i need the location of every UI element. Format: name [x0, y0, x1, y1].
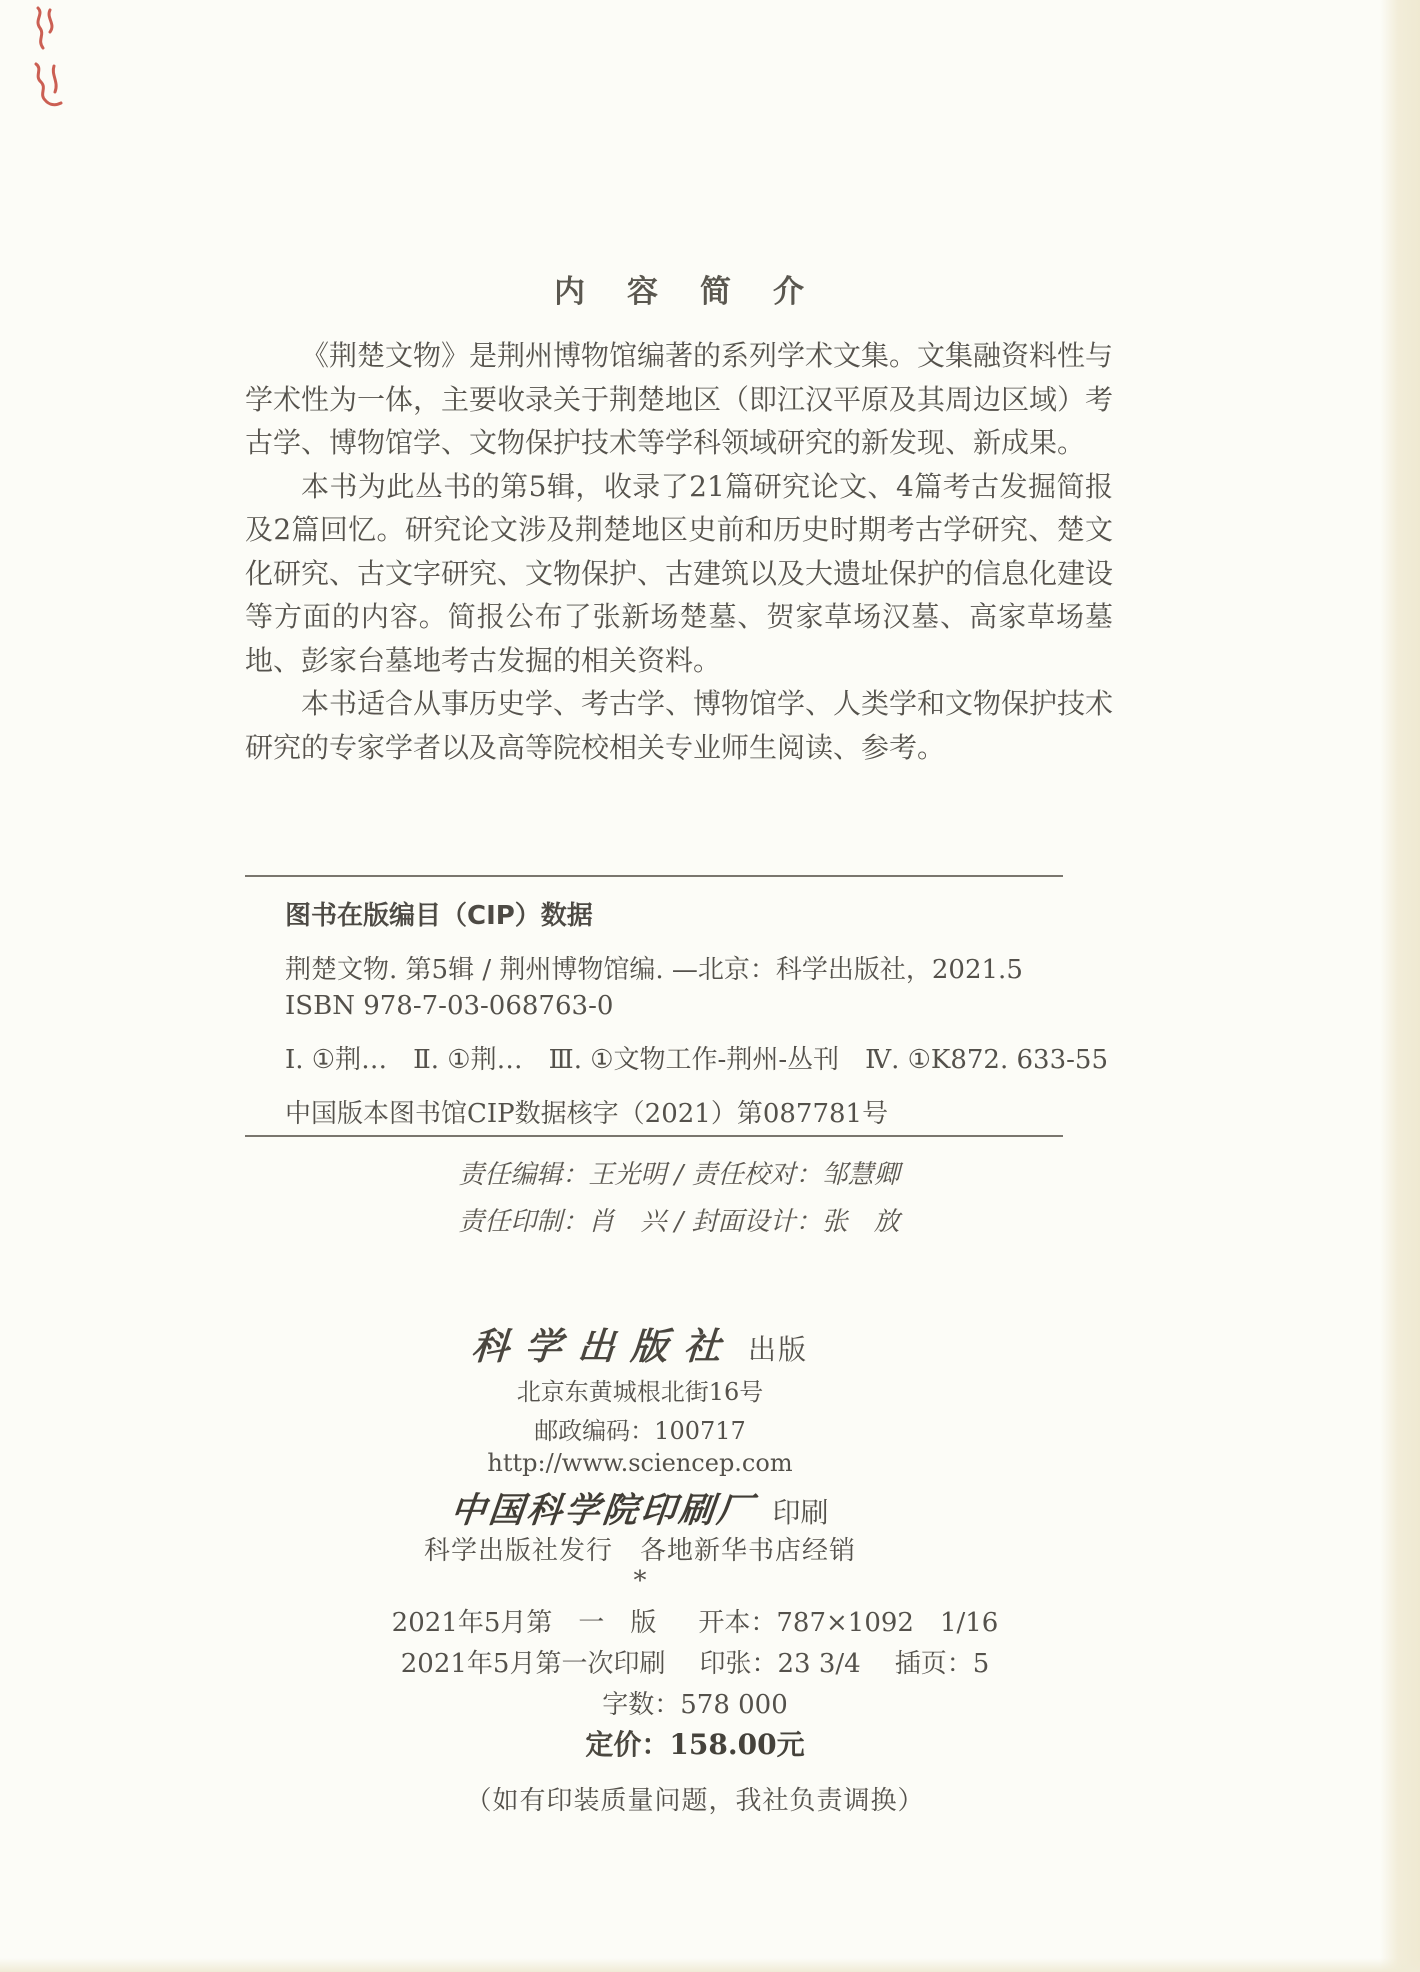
divider-asterisk: * [633, 1566, 647, 1596]
publisher-address: 北京东黄城根北街16号 [516, 1378, 764, 1406]
cip-record-number: 中国版本图书馆CIP数据核字（2021）第087781号 [285, 1099, 889, 1129]
cip-isbn: ISBN 978-7-03-068763-0 [285, 991, 614, 1021]
cip-classification: Ⅰ. ①荆… Ⅱ. ①荆… Ⅲ. ①文物工作-荆州-丛刊 Ⅳ. ①K872. 633-55 [285, 1045, 1108, 1075]
format-text: 开本：787×1092 1/16 [698, 1608, 999, 1638]
publisher-line [245, 1316, 1035, 1370]
intro-paragraph-3: 本书适合从事历史学、考古学、博物馆学、人类学和文物保护技术研究的专家学者以及高等院校相关专业师生阅读、参考。 [245, 687, 1114, 764]
cip-data-box [245, 875, 1108, 1137]
distribution-line: 科学出版社发行 各地新华书店经销 [423, 1536, 856, 1566]
intro-paragraph-2: 本书为此丛书的第5辑，收录了21篇研究论文、4篇考古发掘简报及2篇回忆。研究论文涉及荆楚地区史前和历史时期考古学研究、楚文化研究、古文字研究、文物保护、古建筑以及大遗址保护的信息化建设等方面的内容。简报公布了张新场楚墓、贺家草场汉墓、高家草场墓地、彭家台墓地考古发掘的相关资料。 [245, 469, 1114, 677]
edition-text: 2021年5月第 一 版 [391, 1608, 657, 1638]
intro-section [245, 334, 1113, 769]
cip-title-line: 荆楚文物. 第5辑 / 荆州博物馆编. —北京：科学出版社，2021.5 [285, 955, 1023, 985]
sheets-text: 印张：23 3/4 [699, 1649, 861, 1679]
page-bottom-edge-shadow [0, 1958, 1420, 1972]
red-pen-marks-icon [20, 2, 90, 122]
colophon-edition-line [245, 1602, 1145, 1639]
intro-paragraph-1: 《荆楚文物》是荆州博物馆编著的系列学术文集。文集融资料性与学术性为一体，主要收录关于荆楚地区（即江汉平原及其周边区域）考古学、博物馆学、文物保护技术等学科领域研究的新发现、新成果。 [245, 339, 1114, 459]
colophon-printing-line [245, 1643, 1145, 1680]
page-title: 内容简介 [554, 274, 846, 310]
word-count-line: 字数：578 000 [602, 1690, 788, 1720]
publisher-logo-text: 科学出版社 [470, 1324, 739, 1368]
printing-text: 2021年5月第一次印刷 [400, 1649, 666, 1679]
price-label: 定价： [585, 1728, 670, 1761]
printer-suffix: 印刷 [772, 1496, 829, 1529]
price-value: 158.00元 [669, 1728, 805, 1761]
staff-line-print-design: 责任印制：肖 兴 / 封面设计：张 放 [458, 1207, 900, 1237]
price-line [245, 1723, 1145, 1763]
staff-credits [245, 1152, 1113, 1246]
printer-logo-text: 中国科学院印刷厂 [449, 1490, 758, 1531]
cip-header: 图书在版编目（CIP）数据 [285, 901, 593, 931]
publisher-suffix: 出版 [748, 1333, 809, 1366]
staff-line-editors: 责任编辑：王光明 / 责任校对：邹慧卿 [458, 1160, 900, 1190]
publisher-postcode: 邮政编码：100717 [534, 1417, 746, 1445]
printer-line [245, 1483, 1035, 1533]
inserts-text: 插页：5 [894, 1649, 990, 1679]
quality-note: （如有印装质量问题，我社负责调换） [465, 1786, 925, 1816]
publisher-website: http://www.sciencep.com [487, 1449, 793, 1477]
page-right-edge-shadow [1380, 0, 1420, 1972]
